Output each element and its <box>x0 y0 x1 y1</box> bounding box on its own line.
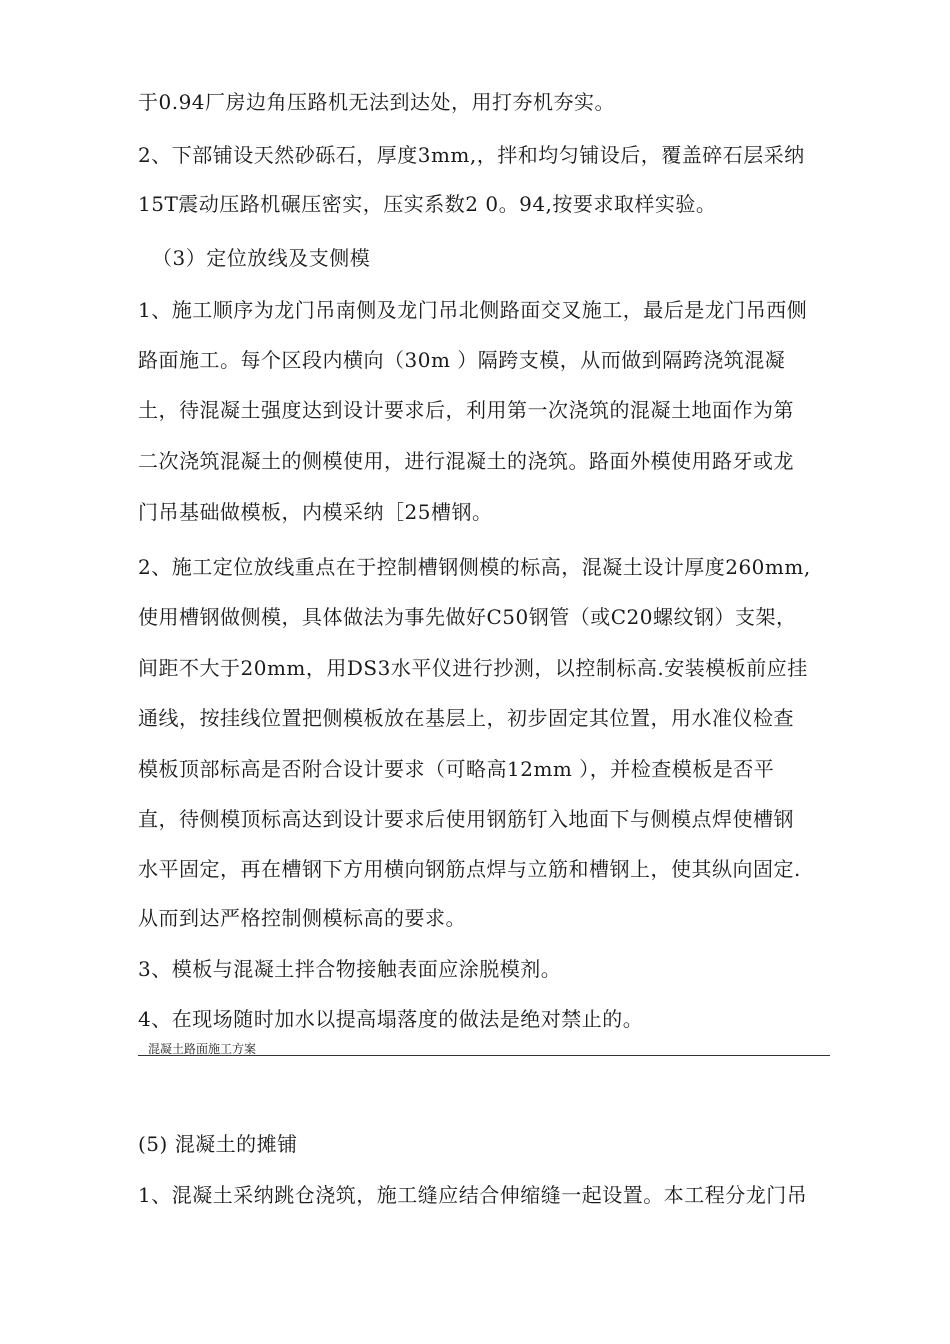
text-line: 1、混凝土采纳跳仓浇筑，施工缝应结合伸缩缝一起设置。本工程分龙门吊 <box>138 1183 808 1207</box>
text-line: 模板顶部标高是否附合设计要求（可略高12mm ），并检查模板是否平 <box>138 757 775 781</box>
text-line: 直，待侧模顶标高达到设计要求后使用钢筋钉入地面下与侧模点焊使槽钢 <box>138 807 794 831</box>
text-line: 从而到达严格控制侧模标高的要求。 <box>138 906 466 930</box>
text-line: 1、施工顺序为龙门吊南侧及龙门吊北侧路面交叉施工，最后是龙门吊西侧 <box>138 298 808 322</box>
text-line: 通线，按挂线位置把侧模板放在基层上，初步固定其位置，用水准仪检查 <box>138 706 794 730</box>
text-line: 于0.94厂房边角压路机无法到达处，用打夯机夯实。 <box>138 90 616 114</box>
text-line: 二次浇筑混凝土的侧模使用，进行混凝土的浇筑。路面外模使用路牙或龙 <box>138 449 794 473</box>
text-line: 间距不大于20mm，用DS3水平仪进行抄测，以控制标高.安装模板前应挂 <box>138 656 808 680</box>
text-line: 门吊基础做模板，内模采纳［25槽钢。 <box>138 500 493 524</box>
text-line: 2、下部铺设天然砂砾石，厚度3mm,，拌和均匀铺设后，覆盖碎石层采纳 <box>138 143 805 167</box>
text-line: 2、施工定位放线重点在于控制槽钢侧模的标高，混凝土设计厚度260mm, <box>138 555 811 579</box>
header-title: 混凝土路面施工方案 <box>148 1042 257 1056</box>
text-line: 土，待混凝土强度达到设计要求后，利用第一次浇筑的混凝土地面作为第 <box>138 398 794 422</box>
header-divider <box>138 1055 830 1056</box>
text-line: 15T震动压路机碾压密实，压实系数2 0。94,按要求取样实验。 <box>138 192 717 216</box>
text-line: 4、在现场随时加水以提高塌落度的做法是绝对禁止的。 <box>138 1007 644 1031</box>
section-heading: (5) 混凝土的摊铺 <box>138 1132 298 1156</box>
text-line: 路面施工。每个区段内横向（30m ）隔跨支模，从而做到隔跨浇筑混凝 <box>138 348 786 372</box>
section-heading: （3）定位放线及支侧模 <box>152 246 371 270</box>
text-line: 3、模板与混凝土拌合物接触表面应涂脱模剂。 <box>138 957 562 981</box>
text-line: 水平固定，再在槽钢下方用横向钢筋点焊与立筋和槽钢上，使其纵向固定. <box>138 857 801 881</box>
text-line: 使用槽钢做侧模，具体做法为事先做好C50钢管（或C20螺纹钢）支架， <box>138 605 797 629</box>
